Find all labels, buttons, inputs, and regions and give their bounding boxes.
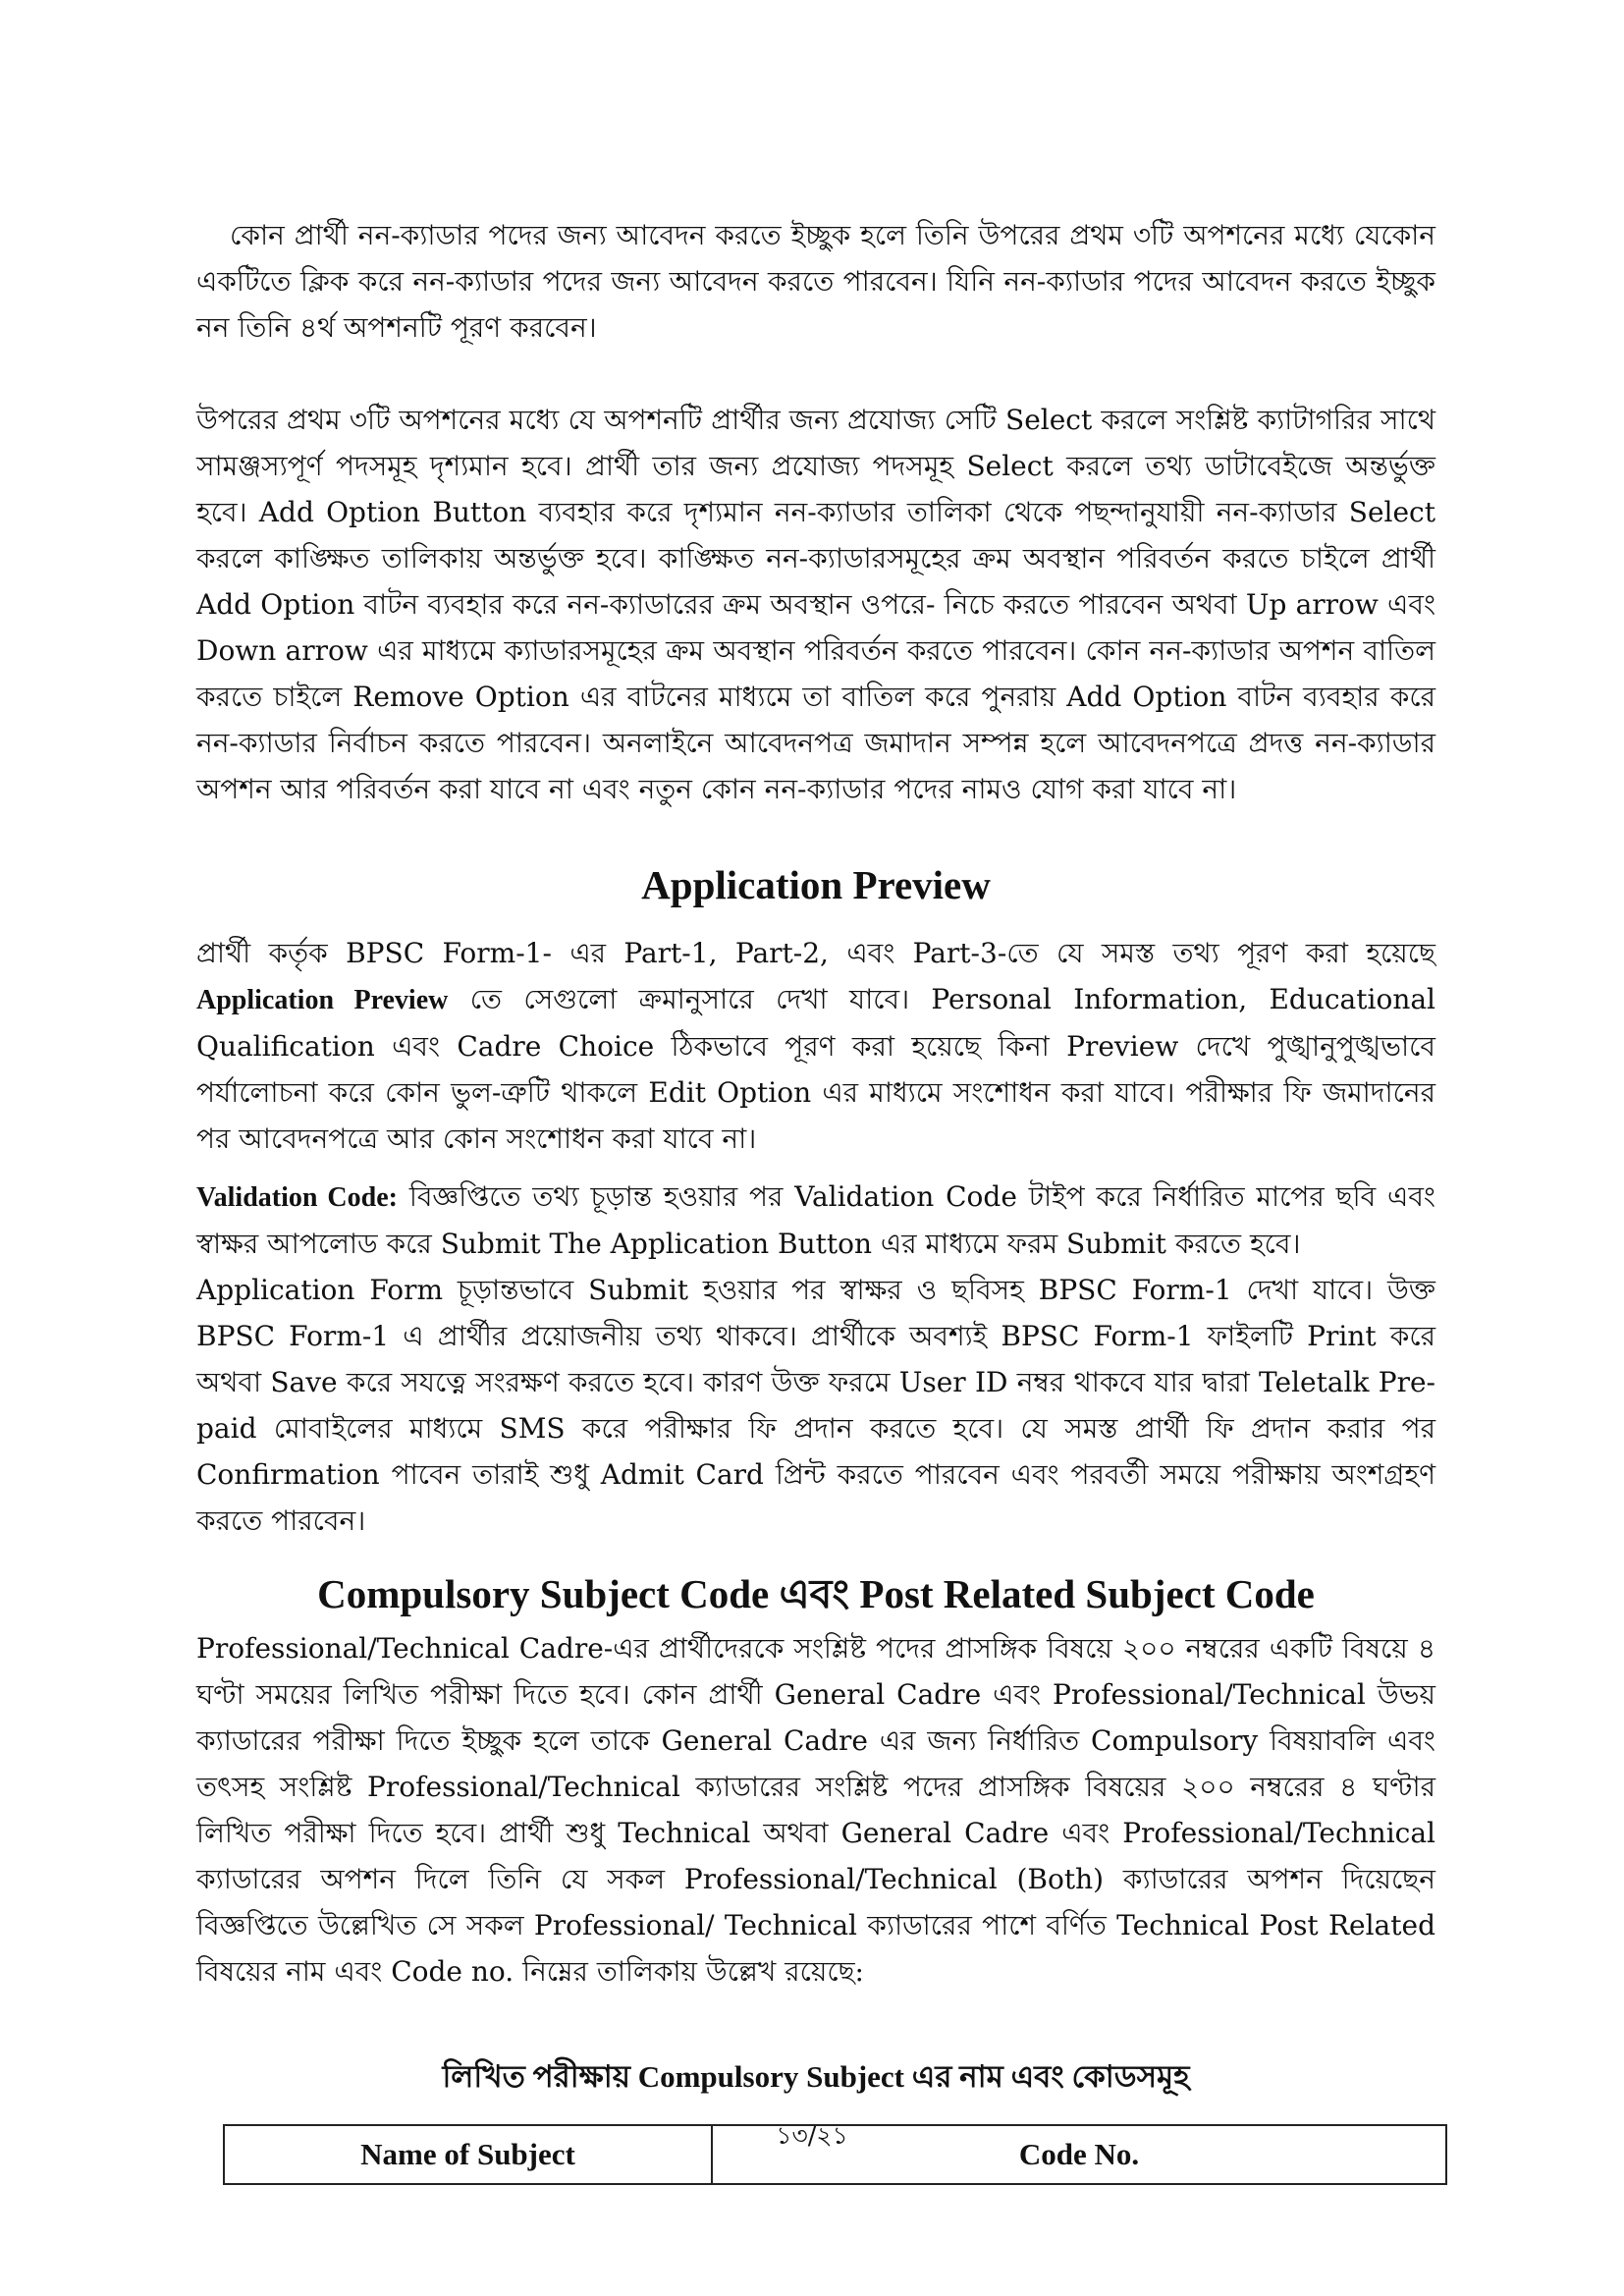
application-preview-paragraph bbox=[196, 930, 1435, 1162]
page-number: ১৩/২১ bbox=[776, 2121, 848, 2150]
name-of-subject-column-header: Name of Subject bbox=[224, 2125, 712, 2184]
non-cadre-selection-paragraph: উপরের প্রথম ৩টি অপশনের মধ্যে যে অপশনটি প্রার্থীর জন্য প্রযোজ্য সেটি Select করলে সংশ্লিষ্ট ক্যাটাগরির সাথে সামঞ্জস্যপূর্ণ পদসমূহ দৃশ্যমান হবে। প্রার্থী তার জন্য প্রযোজ্য পদসমূহ Select করলে তথ্য ডাটাবেইজে অন্তর্ভুক্ত হবে। Add Option Button ব্যবহার করে দৃশ্যমান নন-ক্যাডার তালিকা থেকে পছন্দানুযায়ী নন-ক্যাডার Select করলে কাঙ্ক্ষিত তালিকায় অন্তর্ভুক্ত হবে। কাঙ্ক্ষিত নন-ক্যাডারসমূহের ক্রম অবস্থান পরিবর্তন করতে চাইলে প্রার্থী Add Option বাটন ব্যবহার করে নন-ক্যাডারের ক্রম অবস্থান ওপরে- নিচে করতে পারবেন অথবা Up arrow এবং Down arrow এর মাধ্যমে ক্যাডারসমূহের ক্রম অবস্থান পরিবর্তন করতে পারবেন। কোন নন-ক্যাডার অপশন বাতিল করতে চাইলে Remove Option এর বাটনের মাধ্যমে তা বাতিল করে পুনরায় Add Option বাটন ব্যবহার করে নন-ক্যাডার নির্বাচন করতে পারবেন। অনলাইনে আবেদনপত্র জমাদান সম্পন্ন হলে আবেদনপত্রে প্রদত্ত নন-ক্যাডার অপশন আর পরিবর্তন করা যাবে না এবং নতুন কোন নন-ক্যাডার পদের নামও যোগ করা যাবে না। bbox=[196, 404, 1435, 805]
subject-code-heading: Compulsory Subject Code এবং Post Related Subject Code bbox=[317, 1571, 1315, 1616]
document-content bbox=[196, 212, 1435, 2185]
non-cadre-application-paragraph: কোন প্রার্থী নন-ক্যাডার পদের জন্য আবেদন করতে ইচ্ছুক হলে তিনি উপরের প্রথম ৩টি অপশনের মধ্যে যেকোন একটিতে ক্লিক করে নন-ক্যাডার পদের জন্য আবেদন করতে পারবেন। যিনি নন-ক্যাডার পদের আবেদন করতে ইচ্ছুক নন তিনি ৪র্থ অপশনটি পূরণ করবেন। bbox=[196, 219, 1435, 344]
validation-code-label: Validation Code: bbox=[196, 1182, 398, 1213]
subject-code-paragraph: Professional/Technical Cadre-এর প্রার্থীদেরকে সংশ্লিষ্ট পদের প্রাসঙ্গিক বিষয়ে ২০০ নম্বরের একটি বিষয়ে ৪ ঘণ্টা সময়ের লিখিত পরীক্ষা দিতে হবে। কোন প্রার্থী General Cadre এবং Professional/Technical উভয় ক্যাডারের পরীক্ষা দিতে ইচ্ছুক হলে তাকে General Cadre এর জন্য নির্ধারিত Compulsory বিষয়াবলি এবং তৎসহ সংশ্লিষ্ট Professional/Technical ক্যাডারের সংশ্লিষ্ট পদের প্রাসঙ্গিক বিষয়ের ২০০ নম্বরের ৪ ঘণ্টার লিখিত পরীক্ষা দিতে হবে। প্রার্থী শুধু Technical অথবা General Cadre এবং Professional/Technical ক্যাডারের অপশন দিলে তিনি যে সকল Professional/Technical (Both) ক্যাডারের অপশন দিয়েছেন বিজ্ঞপ্তিতে উল্লেখিত সে সকল Professional/ Technical ক্যাডারের পাশে বর্ণিত Technical Post Related বিষয়ের নাম এবং Code no. নিম্নের তালিকায় উল্লেখ রয়েছে: bbox=[196, 1632, 1435, 1988]
application-preview-bold-phrase: Application Preview bbox=[196, 985, 449, 1015]
code-number-column-header: Code No. bbox=[712, 2125, 1446, 2184]
application-preview-paragraph-start: প্রার্থী কর্তৃক BPSC Form-1- এর Part-1, Part-2, এবং Part-3-তে যে সমস্ত তথ্য পূরণ করা হয়েছে bbox=[196, 937, 1435, 969]
validation-code-text: বিজ্ঞপ্তিতে তথ্য চূড়ান্ত হওয়ার পর Validation Code টাইপ করে নির্ধারিত মাপের ছবি এবং স্বাক্ষর আপলোড করে Submit The Application Button এর মাধ্যমে ফরম Submit করতে হবে। bbox=[196, 1180, 1435, 1260]
application-preview-heading: Application Preview bbox=[641, 862, 991, 907]
validation-code-paragraph bbox=[196, 1174, 1435, 1267]
application-preview-paragraph-end: তে সেগুলো ক্রমানুসারে দেখা যাবে। Personal Information, Educational Qualification এবং Cadre Choice ঠিকভাবে পূরণ করা হয়েছে কিনা Preview দেখে পুঙ্খানুপুঙ্খভাবে পর্যালোচনা করে কোন ভুল-ত্রুটি থাকলে Edit Option এর মাধ্যমে সংশোধন করা যাবে। পরীক্ষার ফি জমাদানের পর আবেদনপত্রে আর কোন সংশোধন করা যাবে না। bbox=[196, 983, 1435, 1155]
compulsory-subject-table-heading: লিখিত পরীক্ষায় Compulsory Subject এর নাম এবং কোডসমূহ bbox=[442, 2059, 1190, 2094]
application-submission-paragraph: Application Form চূড়ান্তভাবে Submit হওয়ার পর স্বাক্ষর ও ছবিসহ BPSC Form-1 দেখা যাবে। উক্ত BPSC Form-1 এ প্রার্থীর প্রয়োজনীয় তথ্য থাকবে। প্রার্থীকে অবশ্যই BPSC Form-1 ফাইলটি Print করে অথবা Save করে সযত্নে সংরক্ষণ করতে হবে। কারণ উক্ত ফরমে User ID নম্বর থাকবে যার দ্বারা Teletalk Pre-paid মোবাইলের মাধ্যমে SMS করে পরীক্ষার ফি প্রদান করতে হবে। যে সমস্ত প্রার্থী ফি প্রদান করার পর Confirmation পাবেন তারাই শুধু Admit Card প্রিন্ট করতে পারবেন এবং পরবর্তী সময়ে পরীক্ষায় অংশগ্রহণ করতে পারবেন। bbox=[196, 1274, 1435, 1537]
